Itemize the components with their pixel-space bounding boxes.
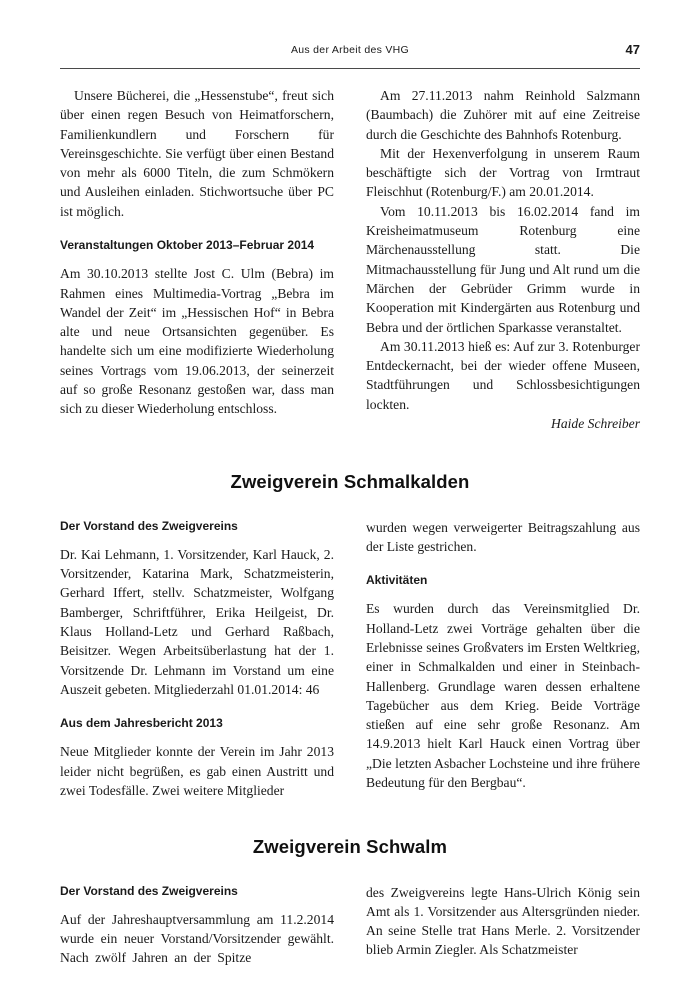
top-columns [60, 86, 640, 433]
subheading-aktivitaeten: Aktivitäten [366, 573, 428, 588]
page-content [60, 86, 640, 968]
author-signature: Haide Schreiber [551, 416, 640, 432]
paragraph: Dr. Kai Lehmann, 1. Vorsitzender, Karl Hauck, 2. Vorsitzender, Katarina Mark, Schatzmeisterin, Gerhard Iffert, stellv. Schatzmeister, Wolfgang Bamberger, Schriftführer, Erika Heilgeist, Dr. Klaus Holland-Letz und Gerhard Raßbach, Beisitzer. Wegen Arbeitsüberlastung hat der 1. Vorsitzende Dr. Lehmann im Vorstand um eine Auszeit gebeten. Mitgliederzahl 01.01.2014: 46 [60, 546, 334, 697]
paragraph: Am 27.11.2013 nahm Reinhold Salzmann (Baumbach) die Zuhörer mit auf eine Zeitreise durch die Geschichte des Bahnhofs Rotenburg. [366, 88, 640, 142]
paragraph: Vom 10.11.2013 bis 16.02.2014 fand im Kreisheimatmuseum Rotenburg eine Märchenausstellung statt. Die Mitmachausstellung für Jung und Alt rund um die Märchen der Gebrüder Grimm wurde in Kooperation mit Kindergärten aus Rotenburg und Bebra und der örtlichen Sparkasse veranstaltet. [366, 203, 640, 335]
top-column-right [366, 86, 640, 433]
schwalm-columns [60, 883, 640, 968]
paragraph: Es wurden durch das Vereinsmitglied Dr. Holland-Letz zwei Vorträge gehalten über die Erlebnisse seines Großvaters im Ersten Weltkrieg, einer in Schmalkalden und einer in Steinbach-Hallenberg. Grundlage waren dessen erhaltene Tagebücher aus dem Krieg. Beide Vorträge stießen auf eine sehr große Resonanz. Am 14.9.2013 hielt Karl Hauck einen Vortrag über „Die letzten Asbacher Lochsteine und ihre frühere Bedeutung für den Bergbau“. [366, 601, 640, 791]
schmalkalden-columns [60, 518, 640, 801]
header-divider [60, 68, 640, 69]
schmalkalden-column-left [60, 518, 334, 801]
section-schmalkalden [60, 469, 640, 800]
page-number: 47 [625, 42, 640, 57]
section-title: Zweigverein Schmalkalden [230, 471, 470, 493]
schmalkalden-column-right [366, 518, 640, 793]
subheading-vorstand: Der Vorstand des Zweigvereins [60, 883, 238, 898]
paragraph: Am 30.10.2013 stellte Jost C. Ulm (Bebra) im Rahmen eines Multimedia-Vortrag „Bebra im Wandel der Zeit“ im „Hessischen Hof“ in Bebra alte und neue Ortsansichten gegenüber. Es handelte sich um eine modifizierte Wiederholung seines Vortrags vom 19.06.2013, der seinerzeit auf so große Resonanz gestoßen war, dass man sich zu dieser Wiederholung entschloss. [60, 266, 334, 417]
paragraph: Unsere Bücherei, die „Hessenstube“, freut sich über einen regen Besuch von Heimatforschern, Familienkundlern und Forschern für Vereinsgeschichte. Sie verfügt über einen Bestand von mehr als 6000 Titeln, die zum Schmökern und Ausleihen einladen. Stichwortsuche über PC ist möglich. [60, 88, 334, 219]
subheading-jahresbericht: Aus dem Jahresbericht 2013 [60, 716, 223, 731]
paragraph: des Zweigvereins legte Hans-Ulrich König sein Amt als 1. Vorsitzender aus Altersgründen nieder. An seine Stelle trat Hans Merle. 2. Vorsitzender blieb Armin Ziegler. Als Schatzmeister [366, 884, 640, 958]
paragraph: Neue Mitglieder konnte der Verein im Jahr 2013 leider nicht begrüßen, es gab einen Austritt und zwei Todesfälle. Zwei weitere Mitglieder [60, 744, 334, 798]
running-title: Aus der Arbeit des VHG [290, 44, 410, 56]
paragraph: Auf der Jahreshauptversammlung am 11.2.2014 wurde ein neuer Vorstand/Vorsitzender gewählt. Nach zwölf Jahren an der Spitze [60, 911, 334, 966]
top-column-left [60, 86, 334, 419]
paragraph: Am 30.11.2013 hieß es: Auf zur 3. Rotenburger Entdeckernacht, bei der wieder offene Museen, Stadtführungen und Schlossbesichtigungen lockten. [366, 338, 640, 412]
subheading-vorstand: Der Vorstand des Zweigvereins [60, 518, 238, 533]
subheading-veranstaltungen: Veranstaltungen Oktober 2013–Februar 2014 [60, 238, 315, 253]
schwalm-column-left [60, 883, 334, 968]
paragraph: wurden wegen verweigerter Beitragszahlung aus der Liste gestrichen. [366, 519, 640, 554]
section-title: Zweigverein Schwalm [252, 836, 448, 858]
page-header [60, 44, 640, 66]
paragraph: Mit der Hexenverfolgung in unserem Raum beschäftigte sich der Vortrag von Irmtraut Fleischhut (Rotenburg/F.) am 20.01.2014. [366, 145, 640, 200]
section-schwalm [60, 834, 640, 967]
schwalm-column-right [366, 883, 640, 960]
